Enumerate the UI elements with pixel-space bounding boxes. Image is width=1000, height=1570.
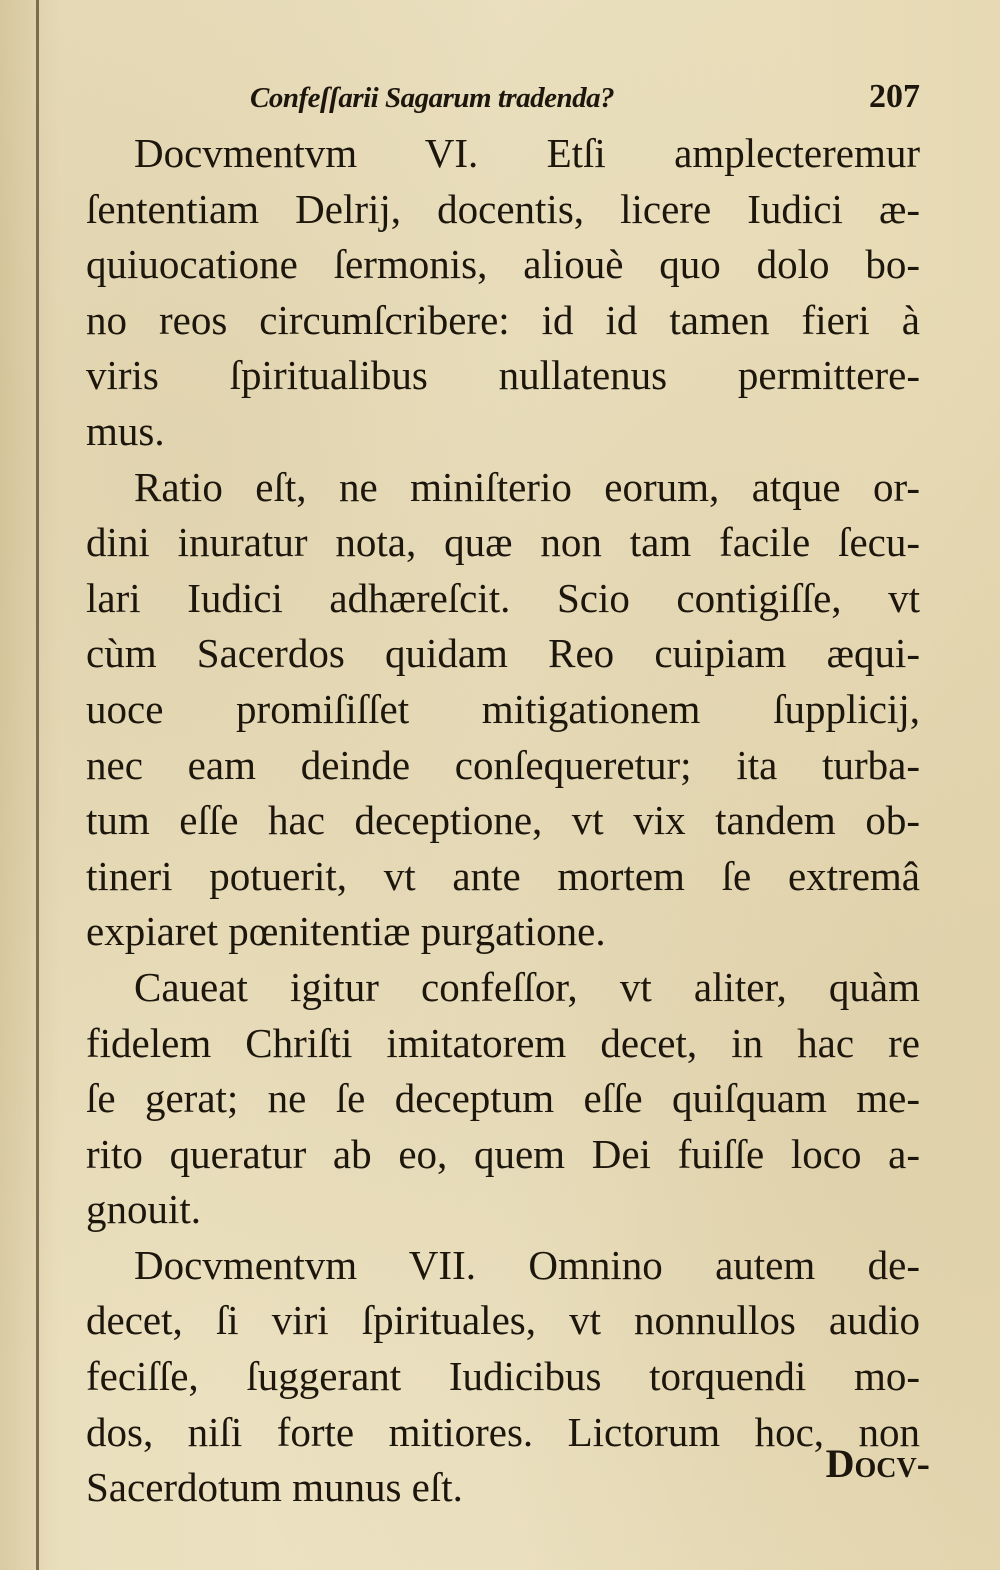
text-line: uoce promiſiſſet mitigationem ſupplicij, [86, 685, 920, 732]
catchword: Docv- [825, 1441, 930, 1486]
text-line: rito queratur ab eo, quem Dei fuiſſe loco a- [86, 1130, 920, 1177]
text-line: dos, niſi forte mitiores. Lictorum hoc, non [86, 1408, 920, 1455]
text-line: Ratio eſt, ne miniſterio eorum, atque or- [134, 463, 920, 510]
text-line: fidelem Chriſti imitatorem decet, in hac re [86, 1019, 920, 1066]
page-number: 207 [869, 78, 920, 115]
text-line: lari Iudici adhæreſcit. Scio contigiſſe, vt [86, 574, 920, 621]
text-line: viris ſpiritualibus nullatenus permittere- [86, 352, 920, 399]
text-line: Sacerdotum munus eſt. [86, 1464, 463, 1511]
text-line: Docvmentvm VI. Etſi amplecteremur [134, 130, 920, 176]
text-line: feciſſe, ſuggerant Iudicibus torquendi mo- [86, 1353, 920, 1400]
page-header [250, 78, 930, 126]
text-line: ſententiam Delrij, docentis, licere Iudici æ- [86, 185, 920, 232]
text-line: mus. [86, 407, 165, 454]
text-line: gnouit. [86, 1186, 202, 1233]
running-head: Confeſſarii Sagarum tradenda? [250, 82, 615, 114]
text-line: Caueat igitur confeſſor, vt aliter, quàm [134, 963, 920, 1010]
gutter-line [36, 0, 39, 1570]
text-line: Docvmentvm VII. Omnino autem de- [134, 1241, 920, 1288]
text-line: tum eſſe hac deceptione, vt vix tandem ob- [86, 797, 920, 844]
text-line: nec eam deinde conſequeretur; ita turba- [86, 741, 920, 788]
body-text [86, 126, 920, 1516]
text-line: ſe gerat; ne ſe deceptum eſſe quiſquam me- [86, 1075, 920, 1122]
text-line: decet, ſi viri ſpirituales, vt nonnullos audio [86, 1297, 920, 1344]
text-line: expiaret pœnitentiæ purgatione. [86, 908, 606, 955]
text-line: quiuocatione ſermonis, aliouè quo dolo bo- [86, 241, 920, 288]
text-line: cùm Sacerdos quidam Reo cuipiam æqui- [86, 630, 920, 677]
text-line: tineri potuerit, vt ante mortem ſe extremâ [86, 852, 920, 899]
text-line: dini inuratur nota, quæ non tam facile ſecu- [86, 519, 920, 566]
text-line: no reos circumſcribere: id id tamen fieri à [86, 296, 920, 343]
